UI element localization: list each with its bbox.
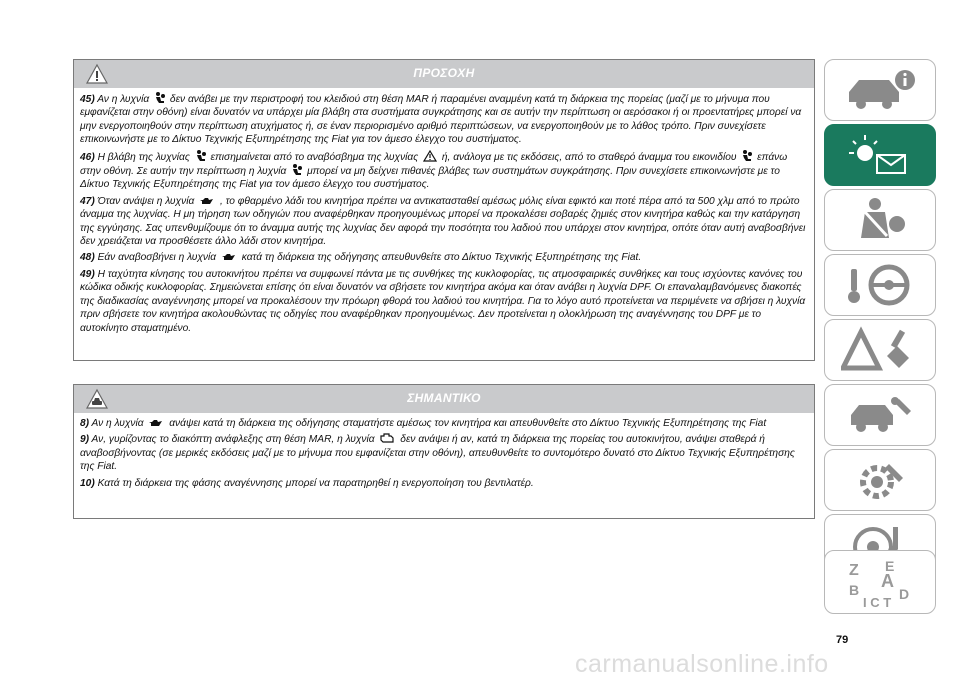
emergency-triangle-icon (841, 326, 921, 374)
note-box (73, 384, 815, 519)
svg-text:B: B (849, 582, 860, 598)
svg-text:D: D (899, 586, 910, 602)
tab-technical-data[interactable] (824, 449, 936, 511)
warning-body (74, 88, 814, 344)
warning-title: ΠΡΟΣΟΧΗ (413, 66, 475, 80)
airbag-seat-icon (741, 150, 752, 162)
airbag-seat-icon (195, 150, 206, 162)
watermark: carmanualsonline.info (575, 650, 829, 678)
engine-icon (379, 433, 395, 444)
svg-text:E: E (885, 558, 895, 574)
warning-header (74, 60, 814, 88)
steering-key-icon (841, 261, 921, 309)
tab-warning-lights[interactable] (824, 124, 936, 186)
warning-light-message-icon (841, 131, 921, 179)
tab-starting-driving[interactable] (824, 254, 936, 316)
paragraph-47: 47) Όταν ανάψει η λυχνία , το φθαρμένο λάδι του κινητήρα πρέπει να αντικατασταθεί αμέσως μόλις είναι εφικτό και ποτέ πέρα από τα 500 χλμ από το πρώτο άναμμα της λυχνίας. Η μη τήρηση των οδηγιών που αναφέρθηκαν προηγουμένως μπορεί να προκαλέσει σοβαρές ζημιές στον κινητήρα καθώς και την κατάργηση της εγγύησης. Σας υπενθυμίζουμε ότι το άναμμα αυτής της λυχνίας δεν αφορά την ποσότητα του λαδιού που υπάρχει στον κινητήρα, οπότε όταν αυτή αναβοσβήνει δεν χρειάζεται να προσθέσετε άλλο λάδι στον κινητήρα. (80, 195, 806, 248)
svg-text:I C T: I C T (863, 595, 892, 609)
tab-index[interactable] (824, 550, 936, 614)
warning-triangle-icon (423, 150, 437, 162)
paragraph-48: 48) Εάν αναβοσβήνει η λυχνία κατά τη διάρκεια της οδήγησης απευθυνθείτε στο Δίκτυο Τεχνικής Εξυπηρέτησης της Fiat. (80, 252, 642, 264)
note-body (74, 413, 814, 499)
seatbelt-safety-icon (841, 196, 921, 244)
tab-dashboard-info[interactable] (824, 59, 936, 121)
paragraph-49: 49) Η ταχύτητα κίνησης του αυτοκινήτου πρέπει να συμφωνεί πάντα με τις συνθήκες της κυκλοφορίας, τις ατμοσφαιρικές συνθήκες και τους ισχύοντες κανόνες του κώδικα οδικής κυκλοφορίας. Σημειώνεται επίσης ότι είναι δυνατόν να σβήσετε τον κινητήρα ακόμα και όταν ανάβει η λυχνία DPF. Οι επαναλαμβανόμενες διακοπές της διαδικασίας αναγέννησης μπορεί να προκαλέσουν την πρόωρη φθορά του λαδιού του κινητήρα. Για το λόγο αυτό προτείνεται να περιμένετε να σβήσει η λυχνία πριν σβήσετε τον κινητήρα ακολουθώντας τις οδηγίες που αναφέρθηκαν προηγουμένως. Δεν προτείνεται η ολοκλήρωση της αναγέννησης του DPF με το αυτοκίνητο σταματημένο. (80, 268, 806, 334)
tab-safety[interactable] (824, 189, 936, 251)
car-maintenance-icon (841, 391, 921, 439)
paragraph-10: 10) Κατά τη διάρκεια της φάσης αναγέννησης μπορεί να παρατηρηθεί η ενεργοποίηση του βεντιλατέρ. (80, 477, 534, 489)
paragraph-9: 9) Αν, γυρίζοντας το διακόπτη ανάφλεξης στη θέση MAR, η λυχνία δεν ανάψει ή αν, κατά τη διάρκεια της πορείας του αυτοκινήτου, ανάψει σταθερά ή αναβοσβήνοντας (σε μερικές εκδόσεις μαζί με το μήνυμα που εμφανίζεται στην οθόνη), απευθυνθείτε το συντομότερο δυνατό στο Δίκτυο Τεχνικής Εξυπηρέτησης της Fiat. (80, 434, 795, 473)
oil-can-icon (221, 253, 237, 262)
page-number: 79 (836, 634, 849, 646)
gear-wrench-icon (841, 456, 921, 504)
tab-emergency[interactable] (824, 319, 936, 381)
svg-text:A: A (881, 571, 894, 591)
paragraph-46: 46) Η βλάβη της λυχνίας επισημαίνεται από το αναβόσβημα της λυχνίας ή, ανάλογα με τις εκδόσεις, από το σταθερό άναμμα του εικονιδίου επάνω στην οθόνη. Σε αυτήν την περίπτωση η λυχνία μπορεί να μη δείχνει πιθανές βλάβες των συστημάτων συγκράτησης. Πριν συνεχίσετε επικοινωνήστε με το Δίκτυο Τεχνικής Εξυπηρέτησης της Fiat για τον άμεσο έλεγχο του συστήματος. (80, 151, 788, 191)
note-title: ΣΗΜΑΝΤΙΚΟ (407, 391, 481, 405)
oil-can-icon (199, 197, 215, 206)
airbag-seat-icon (291, 164, 302, 176)
svg-text:Z: Z (849, 562, 859, 579)
alphabet-index-icon (841, 557, 921, 609)
paragraph-45: 45) Αν η λυχνία δεν ανάβει με την περιστροφή του κλειδιού στη θέση MAR ή παραμένει αναμμένη κατά τη διάρκεια της πορείας (μαζί με το μήνυμα που εμφανίζεται στην οθόνη) είναι δυνατόν να υπάρχει μία βλάβη στα συστήματα συγκράτησης και σε αυτήν την περίπτωση οι αερόσακοι ή οι προεντατήρες μπορεί να μην ενεργοποιηθούν στην περίπτωση ατυχήματος ή, σε έναν περιορισμένο αριθμό περιπτώσεων, να ενεργοποιηθούν με το λάθος τρόπο. Πριν συνεχίσετε επικοινωνήστε με το Δίκτυο Τεχνικής Εξυπηρέτησης της Fiat για τον άμεσο έλεγχο του συστήματος. (80, 94, 802, 146)
car-info-icon (841, 66, 921, 114)
oil-can-icon (148, 419, 164, 428)
paragraph-8: 8) Αν η λυχνία ανάψει κατά τη διάρκεια της οδήγησης σταματήστε αμέσως τον κινητήρα και απευθυνθείτε στο Δίκτυο Τεχνικής Εξυπηρέτησης της Fiat (80, 418, 767, 429)
tab-maintenance[interactable] (824, 384, 936, 446)
airbag-seat-icon (154, 92, 165, 104)
warning-box (73, 59, 815, 361)
note-header (74, 385, 814, 413)
